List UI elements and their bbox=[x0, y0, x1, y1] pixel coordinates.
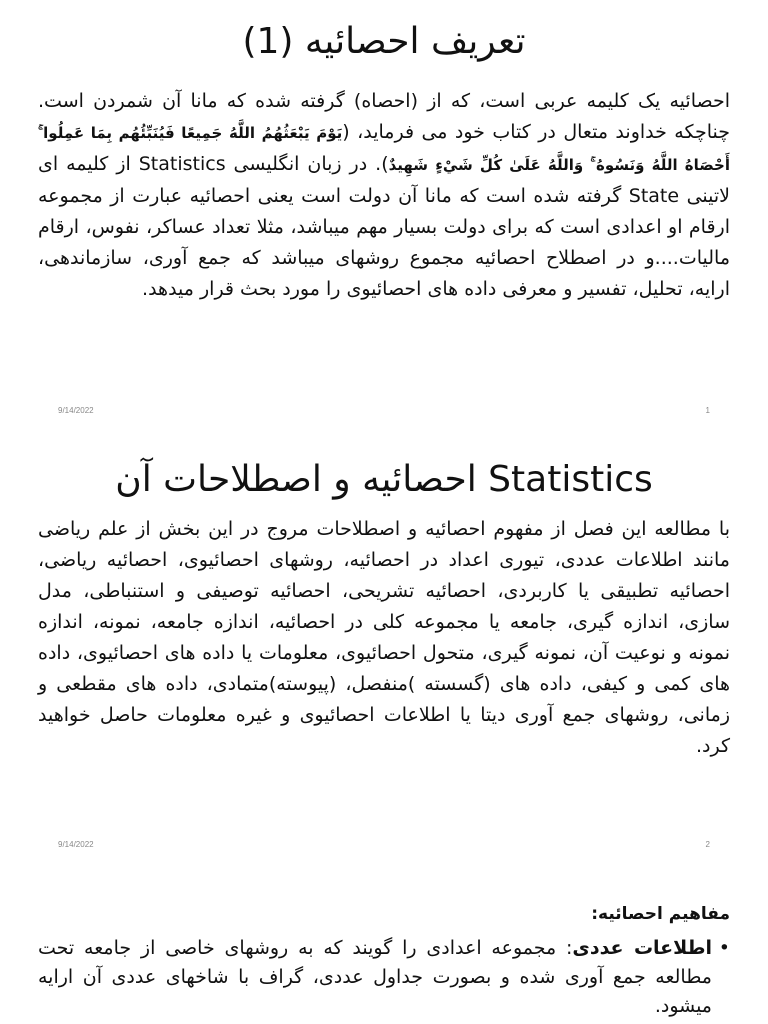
bullet-text: : مجموعه اعدادی را گویند که به روشهای خاصی از جامعه تحت مطالعه جمع آوری شده و بصورت جداول عددی، گراف با شاخهای عددی آن ارایه میشود. bbox=[38, 937, 712, 1017]
list-item bbox=[38, 934, 730, 1021]
slide-1-title: (1) تعریف احصائیه bbox=[242, 21, 526, 62]
slide-1-body-part-2: ). در زبان انگلیسی Statistics از کلیمه ای لاتینی State گرفته شده است که مانا آن دولت است یعنی احصائیه عبارت از مجموعه ارقام او اعدادی است که برای دولت بسیار مهم میباشد، مثلا تعداد عساکر، نفوس، ارقام مالیات....و در اصطلاح احصائیه مجموع روشهای میباشد که جمع آوری، سازماندهی، ارایه، تحلیل، تفسیر و معرفی داده های احصائیوی را مورد بحث قرار میدهد. bbox=[38, 153, 731, 300]
bullet-term: اطلاعات عددی bbox=[572, 937, 712, 959]
slide-3-heading: مفاهیم احصائیه: bbox=[591, 904, 730, 924]
slide-1-body-part-1: احصائیه یک کلیمه عربی است، که از (احصاه) گرفته شده که مانا آن شمردن است. چناچکه خداوند متعال در کتاب خود می فرماید، ( bbox=[38, 90, 730, 143]
slide-2-title: احصائیه و اصطلاحات آن Statistics bbox=[115, 459, 653, 500]
slide-1-number: 1 bbox=[705, 406, 710, 415]
slide-1 bbox=[0, 0, 768, 430]
slide-3 bbox=[0, 860, 768, 1024]
slide-1-date: 9/14/2022 bbox=[58, 406, 94, 415]
quran-verse: يَوْمَ يَبْعَثُهُمُ اللَّهُ جَمِيعًا فَيُنَبِّئُهُم بِمَا عَمِلُوا ۚ أَحْصَاهُ اللَّهُ وَنَسُوهُ ۚ وَاللَّهُ عَلَىٰ كُلِّ شَيْءٍ شَهِيدٌ bbox=[38, 124, 730, 174]
slide-2-number: 2 bbox=[705, 840, 710, 849]
slide-2 bbox=[0, 430, 768, 860]
bullet-list bbox=[38, 934, 730, 1021]
slide-1-body bbox=[38, 86, 730, 305]
bullet-icon: • bbox=[718, 937, 730, 959]
slide-2-body: با مطالعه این فصل از مفهوم احصائیه و اصطلاحات مروج در این بخش از علم ریاضی مانند اطلاعات عددی، تیوری اعداد در احصائیه، روشهای احصائیوی، احصائیه ریاضی، احصائیه تطبیقی یا کاربردی، احصائیه تشریحی، احصائیه توصیفی و استنباطی، مدل سازی، اندازه گیری، جامعه یا مجموعه کلی در احصائیه، اندازه جامعه، نمونه، اندازه نمونه و نوعیت آن، نمونه گیری، متحول احصائیوی، معلومات یا داده های احصائیوی، داده های کمی و کیفی، داده های (گسسته )منفصل، (پیوسته)متمادی، داده های مقطعی و زمانی، روشهای جمع آوری دیتا یا اطلاعات احصائیوی و غیره معلومات حاصل خواهید کرد. bbox=[38, 518, 730, 757]
slide-2-date: 9/14/2022 bbox=[58, 840, 94, 849]
